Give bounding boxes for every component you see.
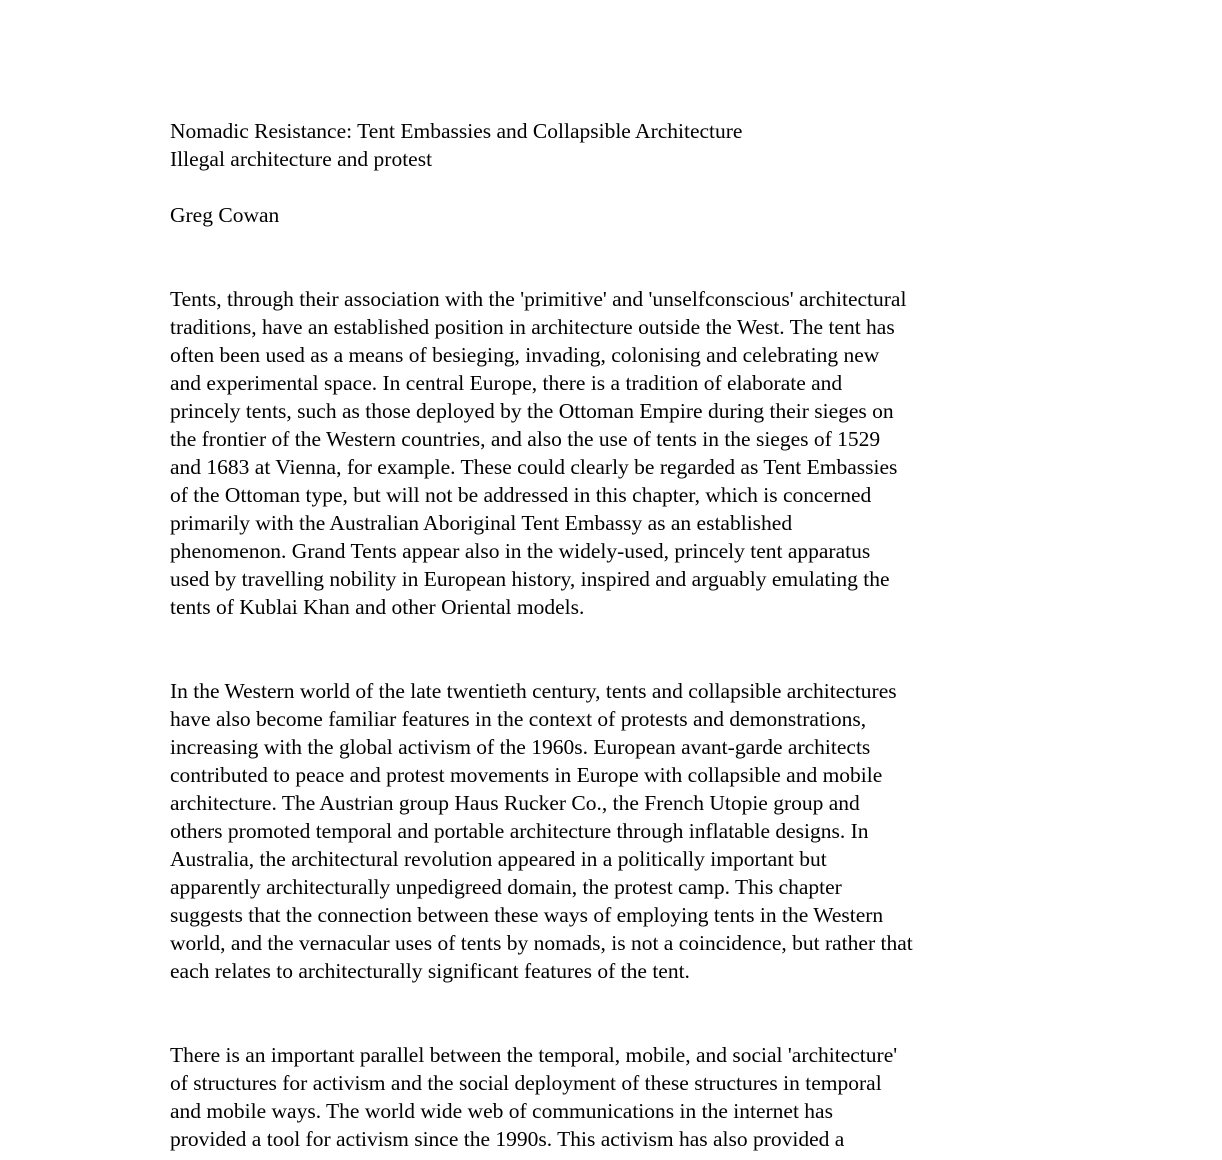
text-line: increasing with the global activism of the 1960s. European avant-garde architects — [170, 735, 871, 759]
document-page — [170, 117, 1010, 1153]
text-line: the frontier of the Western countries, and also the use of tents in the sieges of 1529 — [170, 427, 881, 451]
paragraph-3 — [170, 1041, 1010, 1153]
paragraph-1 — [170, 285, 1010, 621]
text-line: used by travelling nobility in European history, inspired and arguably emulating the — [170, 567, 890, 591]
text-line: world, and the vernacular uses of tents by nomads, is not a coincidence, but rather that — [170, 931, 913, 955]
text-line: In the Western world of the late twentieth century, tents and collapsible architectures — [170, 679, 897, 703]
text-line: and experimental space. In central Europe, there is a tradition of elaborate and — [170, 371, 843, 395]
text-line: Tents, through their association with the 'primitive' and 'unselfconscious' architectural — [170, 287, 907, 311]
text-line: Australia, the architectural revolution appeared in a politically important but — [170, 847, 827, 871]
text-line: architecture. The Austrian group Haus Rucker Co., the French Utopie group and — [170, 791, 860, 815]
document-title: Nomadic Resistance: Tent Embassies and Collapsible Architecture — [170, 119, 743, 143]
text-line: and mobile ways. The world wide web of communications in the internet has — [170, 1099, 833, 1123]
text-line: have also become familiar features in the context of protests and demonstrations, — [170, 707, 867, 731]
text-line: apparently architecturally unpedigreed domain, the protest camp. This chapter — [170, 875, 842, 899]
text-line: phenomenon. Grand Tents appear also in the widely-used, princely tent apparatus — [170, 539, 871, 563]
text-line: There is an important parallel between the temporal, mobile, and social 'architecture' — [170, 1043, 898, 1067]
text-line: primarily with the Australian Aboriginal Tent Embassy as an established — [170, 511, 793, 535]
title-block — [170, 117, 1010, 173]
text-line: others promoted temporal and portable architecture through inflatable designs. In — [170, 819, 869, 843]
author-name: Greg Cowan — [170, 203, 280, 227]
paragraph-2 — [170, 677, 1010, 985]
text-line: of structures for activism and the social deployment of these structures in temporal — [170, 1071, 882, 1095]
text-line: traditions, have an established position in architecture outside the West. The tent has — [170, 315, 895, 339]
text-line: tents of Kublai Khan and other Oriental models. — [170, 595, 585, 619]
text-line: and 1683 at Vienna, for example. These could clearly be regarded as Tent Embassies — [170, 455, 898, 479]
text-line: contributed to peace and protest movements in Europe with collapsible and mobile — [170, 763, 883, 787]
text-line: of the Ottoman type, but will not be addressed in this chapter, which is concerned — [170, 483, 872, 507]
text-line: princely tents, such as those deployed by the Ottoman Empire during their sieges on — [170, 399, 894, 423]
document-subtitle: Illegal architecture and protest — [170, 147, 433, 171]
text-line: often been used as a means of besieging, invading, colonising and celebrating new — [170, 343, 880, 367]
text-line: each relates to architecturally significant features of the tent. — [170, 959, 690, 983]
text-line: provided a tool for activism since the 1990s. This activism has also provided a — [170, 1127, 845, 1151]
text-line: suggests that the connection between these ways of employing tents in the Western — [170, 903, 884, 927]
